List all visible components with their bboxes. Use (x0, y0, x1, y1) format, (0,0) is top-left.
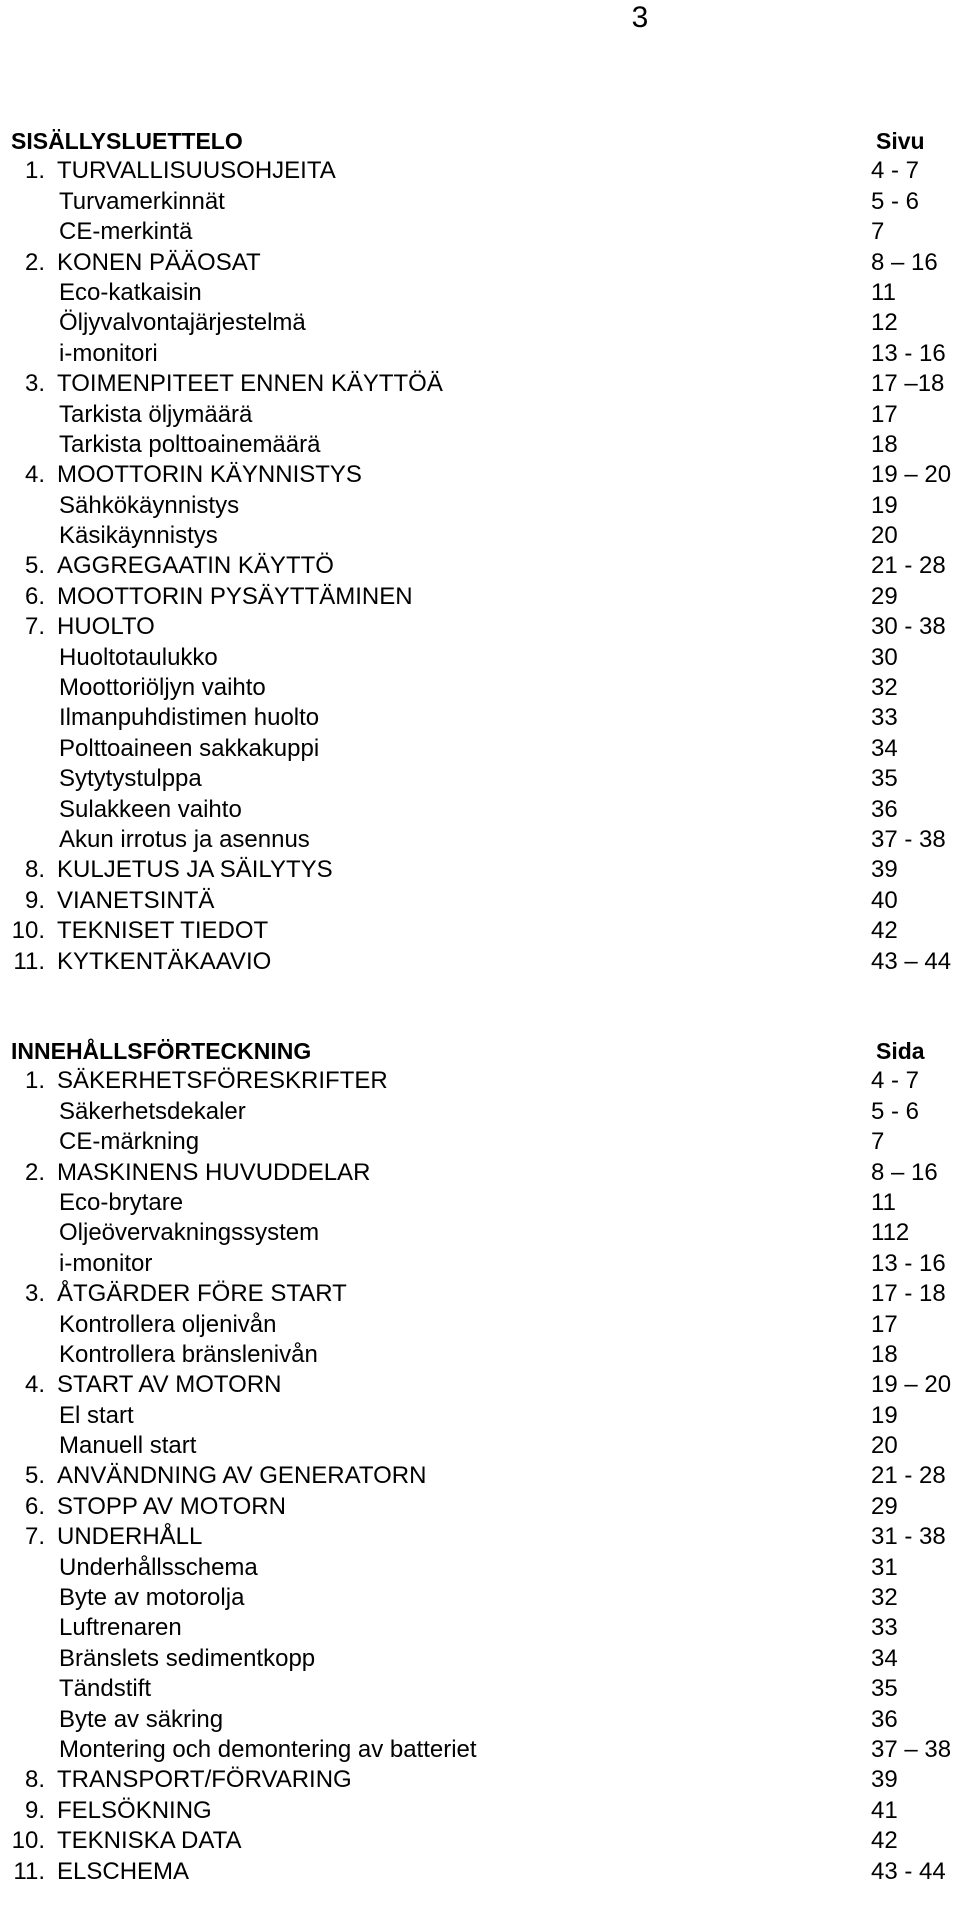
toc-entry-pages: 32 (871, 674, 898, 702)
toc-entry-pages: 7 (871, 218, 885, 246)
toc-entry-label: Sytytystulppa (59, 765, 202, 793)
toc-entry-pages: 36 (871, 795, 898, 823)
toc-entry-label: FELSÖKNING (57, 1796, 212, 1824)
toc-entry (11, 1857, 946, 1887)
toc-entry-label: KONEN PÄÄOSAT (57, 248, 261, 276)
toc-entry (11, 886, 946, 916)
toc-entry (11, 1127, 946, 1157)
toc-header (11, 126, 946, 156)
toc-entry-label: Polttoaineen sakkakuppi (59, 734, 320, 762)
toc-entry-label: i-monitor (59, 1249, 153, 1277)
toc-entry-label: KYTKENTÄKAAVIO (57, 947, 272, 975)
toc-entry-label: TURVALLISUUSOHJEITA (57, 157, 336, 185)
toc-entry-pages: 112 (871, 1219, 910, 1247)
toc-entry (11, 1097, 946, 1127)
toc-entry (11, 1613, 946, 1643)
toc-entry-pages: 17 (871, 1310, 898, 1338)
toc-entry-label: STOPP AV MOTORN (57, 1492, 286, 1520)
toc-entry (11, 673, 946, 703)
toc-finnish (11, 126, 952, 977)
toc-entry-label: Montering och demontering av batteriet (59, 1735, 477, 1763)
toc-entry-number: 7. (24, 613, 45, 641)
toc-entry (11, 339, 946, 369)
toc-entry-pages: 18 (871, 430, 898, 458)
toc-entry-label: Moottoriöljyn vaihto (59, 674, 266, 702)
toc-entry-label: Käsikäynnistys (59, 522, 218, 550)
toc-entry-pages: 29 (871, 1492, 898, 1520)
toc-entry (11, 1066, 946, 1096)
toc-entry-pages: 8 – 16 (871, 248, 938, 276)
toc-entry-label: Säkerhetsdekaler (59, 1097, 246, 1125)
toc-entry-number: 8. (24, 856, 45, 884)
toc-swedish (11, 1036, 952, 1887)
toc-entry (11, 248, 946, 278)
toc-entry (11, 1735, 952, 1765)
toc-entry (11, 1310, 946, 1340)
toc-entry-pages: 7 (871, 1128, 885, 1156)
toc-entry-pages: 43 – 44 (871, 947, 952, 975)
toc-entry-number: 11. (13, 1857, 45, 1885)
toc-entry (11, 1431, 946, 1461)
toc-title: INNEHÅLLSFÖRTECKNING (11, 1038, 312, 1064)
toc-entry-number: 11. (13, 947, 45, 975)
toc-entry-pages: 43 - 44 (871, 1857, 946, 1885)
toc-entry (11, 1492, 946, 1522)
toc-entry-pages: 13 - 16 (871, 339, 946, 367)
toc-entry-pages: 29 (871, 582, 898, 610)
toc-entry-label: TEKNISET TIEDOT (57, 917, 269, 945)
toc-entry (11, 400, 946, 430)
toc-entry (11, 1158, 946, 1188)
toc-entry-pages: 19 (871, 491, 898, 519)
toc-entry-pages: 5 - 6 (871, 187, 920, 215)
toc-entry-label: Kontrollera oljenivån (59, 1310, 277, 1338)
toc-entry-pages: 31 - 38 (871, 1523, 946, 1551)
toc-entry (11, 187, 946, 217)
toc-entry-label: Byte av motorolja (59, 1584, 245, 1612)
toc-entry-label: Eco-brytare (59, 1188, 184, 1216)
toc-entry-label: KULJETUS JA SÄILYTYS (57, 856, 333, 884)
toc-entry-pages: 11 (871, 278, 896, 306)
toc-entry (11, 1644, 946, 1674)
toc-entry (11, 916, 946, 946)
toc-entry (11, 491, 946, 521)
toc-entry-label: El start (59, 1401, 134, 1429)
toc-entry-pages: 37 - 38 (871, 825, 946, 853)
toc-entry-label: i-monitori (59, 339, 158, 367)
toc-entry (11, 1553, 946, 1583)
toc-entry-number: 10. (11, 917, 45, 945)
toc-entry (11, 1674, 946, 1704)
toc-entry-number: 1. (24, 157, 45, 185)
page-number: 3 (631, 1, 649, 34)
toc-entry-pages: 13 - 16 (871, 1249, 946, 1277)
toc-entry-label: MASKINENS HUVUDDELAR (57, 1158, 371, 1186)
toc-entry-number: 5. (24, 1462, 45, 1490)
toc-entry-label: CE-märkning (59, 1128, 200, 1156)
toc-entry-pages: 19 – 20 (871, 461, 952, 489)
toc-entry-label: Turvamerkinnät (59, 187, 225, 215)
toc-entry-pages: 39 (871, 1766, 898, 1794)
toc-entry-number: 10. (11, 1827, 45, 1855)
toc-entry-label: CE-merkintä (59, 218, 193, 246)
toc-entry-pages: 35 (871, 1675, 898, 1703)
toc-entry (11, 460, 952, 490)
toc-entry-pages: 41 (871, 1796, 898, 1824)
toc-entry (11, 703, 946, 733)
toc-entry-number: 2. (24, 1158, 45, 1186)
toc-entry-label: Eco-katkaisin (59, 278, 202, 306)
toc-entry (11, 582, 946, 612)
toc-entry-number: 4. (24, 461, 45, 489)
toc-entry-pages: 42 (871, 1827, 898, 1855)
toc-entry-number: 9. (24, 1796, 45, 1824)
toc-entry-pages: 39 (871, 856, 898, 884)
toc-entry-label: SÄKERHETSFÖRESKRIFTER (57, 1067, 388, 1095)
toc-entry-label: Öljyvalvontajärjestelmä (59, 309, 306, 337)
toc-entry-label: Underhållsschema (59, 1553, 258, 1581)
toc-entry (11, 795, 946, 825)
toc-entry-number: 4. (24, 1371, 45, 1399)
toc-entry-label: MOOTTORIN KÄYNNISTYS (57, 461, 362, 489)
toc-entry (11, 825, 946, 855)
toc-entry-label: HUOLTO (57, 613, 155, 641)
toc-entry-label: Manuell start (59, 1432, 197, 1460)
toc-entry (11, 612, 946, 642)
toc-entry (11, 551, 946, 581)
toc-entry-label: Tändstift (59, 1675, 152, 1703)
toc-entry-pages: 32 (871, 1584, 898, 1612)
toc-entry-pages: 8 – 16 (871, 1158, 938, 1186)
toc-entry-pages: 33 (871, 1614, 898, 1642)
toc-entry-pages: 11 (871, 1188, 896, 1216)
toc-entry-label: Luftrenaren (59, 1614, 182, 1642)
toc-entry-number: 5. (24, 552, 45, 580)
toc-entry-pages: 5 - 6 (871, 1097, 920, 1125)
toc-entry-label: ANVÄNDNING AV GENERATORN (57, 1462, 427, 1490)
toc-entry-label: START AV MOTORN (57, 1371, 282, 1399)
toc-entry-label: UNDERHÅLL (57, 1523, 203, 1551)
toc-entry-number: 6. (24, 1492, 45, 1520)
toc-entry-label: Akun irrotus ja asennus (59, 825, 310, 853)
toc-entry-label: Huoltotaulukko (59, 643, 218, 671)
toc-entry-number: 3. (24, 1280, 45, 1308)
toc-entry (11, 1218, 946, 1248)
toc-entry-label: VIANETSINTÄ (57, 886, 215, 914)
toc-entry-pages: 33 (871, 704, 898, 732)
toc-entry-pages: 20 (871, 1432, 898, 1460)
toc-entry-pages: 19 (871, 1401, 898, 1429)
toc-entry-pages: 21 - 28 (871, 552, 946, 580)
toc-entry-pages: 30 (871, 643, 898, 671)
toc-entry-pages: 18 (871, 1340, 898, 1368)
toc-entry-label: Tarkista polttoainemäärä (59, 430, 321, 458)
toc-entry-pages: 36 (871, 1705, 898, 1733)
toc-entry (11, 1370, 952, 1400)
toc-entry-pages: 4 - 7 (871, 157, 920, 185)
toc-entry-label: TOIMENPITEET ENNEN KÄYTTÖÄ (57, 370, 443, 398)
toc-entry-label: AGGREGAATIN KÄYTTÖ (57, 552, 334, 580)
toc-entry (11, 1705, 946, 1735)
toc-entry (11, 947, 952, 977)
toc-entry-number: 6. (24, 582, 45, 610)
toc-entry-pages: 30 - 38 (871, 613, 946, 641)
toc-entry (11, 308, 946, 338)
toc-entry (11, 1583, 946, 1613)
toc-entry (11, 1461, 946, 1491)
toc-entry-label: ÅTGÄRDER FÖRE START (57, 1280, 347, 1308)
toc-entry (11, 1765, 946, 1795)
toc-entry-label: Sulakkeen vaihto (59, 795, 242, 823)
toc-entry (11, 1249, 946, 1279)
toc-entry-label: Bränslets sedimentkopp (59, 1644, 316, 1672)
toc-entry-pages: 31 (871, 1553, 898, 1581)
toc-entries (11, 1066, 952, 1887)
toc-entry-pages: 17 (871, 400, 898, 428)
toc-title: SISÄLLYSLUETTELO (11, 128, 243, 154)
toc-entry-label: TRANSPORT/FÖRVARING (57, 1766, 352, 1794)
toc-entry (11, 278, 946, 308)
toc-entry (11, 521, 946, 551)
page-column-header: Sivu (876, 128, 925, 154)
toc-entry (11, 643, 946, 673)
toc-entry-number: 1. (24, 1067, 45, 1095)
toc-entry-label: Ilmanpuhdistimen huolto (59, 704, 320, 732)
toc-entry-label: MOOTTORIN PYSÄYTTÄMINEN (57, 582, 413, 610)
toc-entry-number: 8. (24, 1766, 45, 1794)
toc-entry (11, 1796, 946, 1826)
toc-entry (11, 430, 946, 460)
toc-header (11, 1036, 946, 1066)
toc-entry (11, 1279, 946, 1309)
toc-entry-number: 7. (24, 1523, 45, 1551)
toc-entry-label: Sähkökäynnistys (59, 491, 240, 519)
toc-entry-pages: 4 - 7 (871, 1067, 920, 1095)
toc-entry-number: 3. (24, 370, 45, 398)
toc-entry-pages: 20 (871, 522, 898, 550)
toc-entry-number: 9. (24, 886, 45, 914)
toc-entry-label: Tarkista öljymäärä (59, 400, 253, 428)
toc-entry-pages: 40 (871, 886, 898, 914)
toc-entry (11, 369, 946, 399)
toc-entry (11, 734, 946, 764)
toc-entry-label: Oljeövervakningssystem (59, 1219, 320, 1247)
toc-entry (11, 1188, 946, 1218)
toc-entry-label: TEKNISKA DATA (57, 1827, 242, 1855)
toc-entry-pages: 12 (871, 309, 898, 337)
toc-entry (11, 156, 946, 186)
toc-entry (11, 855, 946, 885)
toc-entry (11, 1401, 946, 1431)
toc-entry (11, 217, 946, 247)
toc-entry-pages: 17 –18 (871, 370, 945, 398)
toc-entry-pages: 37 – 38 (871, 1735, 952, 1763)
toc-entry-pages: 21 - 28 (871, 1462, 946, 1490)
toc-entry-pages: 35 (871, 765, 898, 793)
toc-entry (11, 1340, 946, 1370)
toc-entry (11, 1522, 946, 1552)
toc-entry-pages: 17 - 18 (871, 1280, 946, 1308)
toc-entry-label: Byte av säkring (59, 1705, 224, 1733)
toc-entry-pages: 34 (871, 1644, 898, 1672)
toc-entry-label: ELSCHEMA (57, 1857, 190, 1885)
toc-entry-pages: 19 – 20 (871, 1371, 952, 1399)
toc-entry (11, 764, 946, 794)
toc-entries (11, 156, 952, 977)
toc-entry-pages: 42 (871, 917, 898, 945)
toc-entry (11, 1826, 946, 1856)
page-column-header: Sida (876, 1038, 925, 1064)
toc-entry-number: 2. (24, 248, 45, 276)
toc-entry-label: Kontrollera bränslenivån (59, 1340, 318, 1368)
toc-entry-pages: 34 (871, 734, 898, 762)
